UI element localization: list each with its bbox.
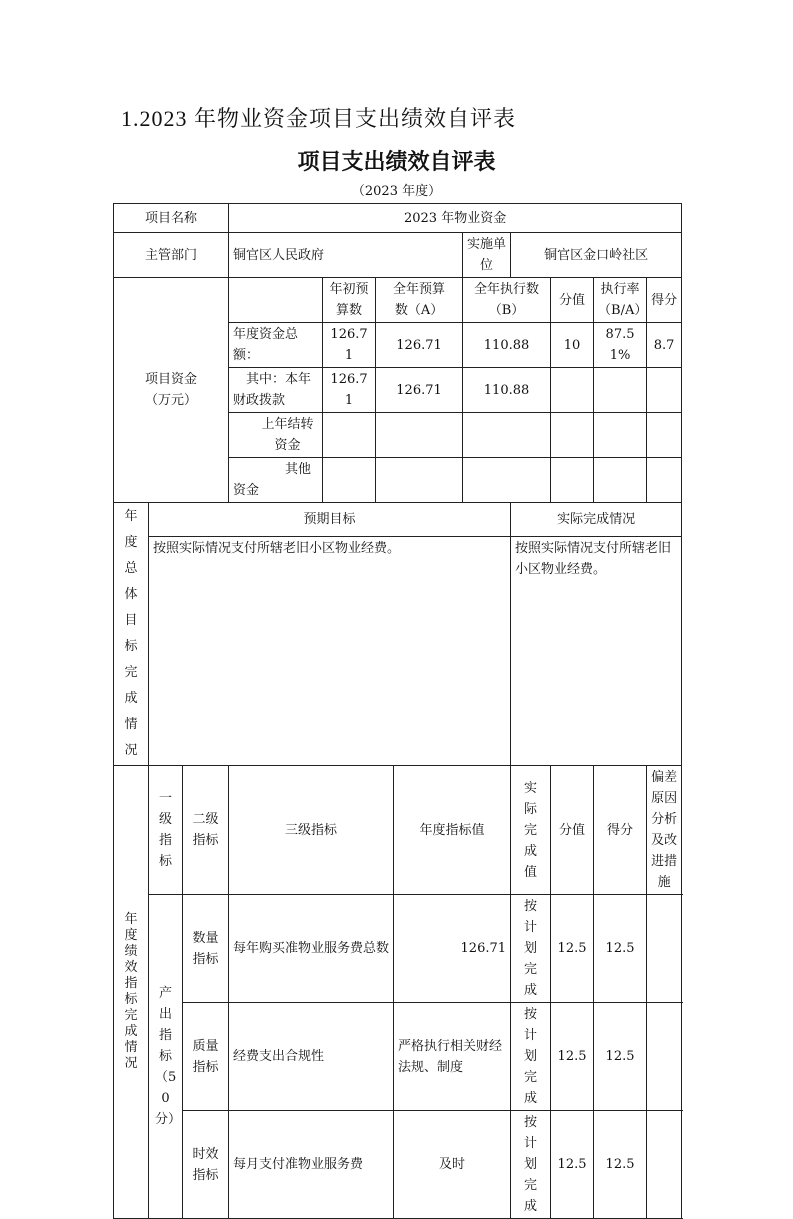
indicator-header: 一级指标 (158, 791, 172, 869)
annual-exec: 110.88 (463, 368, 551, 413)
funds-row-label: 其他资金 (229, 458, 323, 503)
year-subtitle: （2023 年度） (351, 184, 442, 199)
funds-header-blank (229, 278, 323, 323)
indicator-row (114, 1003, 682, 1111)
unit-label: 实施单位 (463, 233, 511, 278)
score: 8.7 (647, 323, 682, 368)
level2-indicator: 质量指标 (183, 1003, 229, 1111)
indicator-header: 三级指标 (229, 766, 394, 895)
indicator-header: 分值 (551, 766, 594, 895)
actual-value: 按计划完成 (511, 1111, 551, 1219)
annual-exec: 110.88 (463, 323, 551, 368)
funds-row-label: 上年结转资金 (229, 413, 323, 458)
score-value: 12.5 (551, 895, 594, 1003)
indicator-header: 二级指标 (183, 766, 229, 895)
level2-indicator: 数量指标 (183, 895, 229, 1003)
unit-value: 铜官区金口岭社区 (511, 233, 682, 278)
funds-header: 分值 (551, 278, 594, 323)
evaluation-table (113, 203, 682, 1219)
project-name: 2023 年物业资金 (229, 204, 682, 233)
level3-indicator: 每月支付准物业服务费 (229, 1111, 394, 1219)
dept-label: 主管部门 (114, 233, 229, 278)
target-value: 严格执行相关财经法规、制度 (394, 1003, 511, 1111)
section-heading: 1.2023 年物业资金项目支出绩效自评表 (121, 106, 517, 131)
target-value: 及时 (394, 1111, 511, 1219)
level3-indicator: 每年购买准物业服务费总数 (229, 895, 394, 1003)
funds-header: 年初预算数 (323, 278, 376, 323)
funds-header: 得分 (647, 278, 682, 323)
exec-rate: 87.51% (594, 323, 647, 368)
expected-header: 预期目标 (149, 503, 511, 537)
indicator-header: 实际完成值 (511, 766, 551, 895)
expected-goal: 按照实际情况支付所辖老旧小区物业经费。 (149, 537, 511, 766)
indicators-label: 年度绩效指标完成情况 (124, 912, 138, 1071)
score: 12.5 (594, 895, 647, 1003)
project-name-label: 项目名称 (114, 204, 229, 233)
dept-value: 铜官区人民政府 (229, 233, 463, 278)
funds-label: 项目资金（万元） (114, 278, 229, 503)
score-value: 10 (551, 323, 594, 368)
indicator-header: 得分 (594, 766, 647, 895)
actual-header: 实际完成情况 (511, 503, 682, 537)
actual-value: 按计划完成 (511, 895, 551, 1003)
actual-value: 按计划完成 (511, 1003, 551, 1111)
indicator-row (114, 895, 682, 1003)
indicator-header: 偏差原因分析及改进措施 (647, 766, 682, 895)
target-value: 126.71 (394, 895, 511, 1003)
goals-label: 年度总体目标完成情况 (124, 509, 138, 758)
funds-header: 全年预算数（A） (376, 278, 463, 323)
score: 12.5 (594, 1003, 647, 1111)
funds-header: 全年执行数（B） (463, 278, 551, 323)
annual-budget: 126.71 (376, 368, 463, 413)
initial-budget: 126.71 (323, 368, 376, 413)
annual-budget: 126.71 (376, 323, 463, 368)
indicator-header: 年度指标值 (394, 766, 511, 895)
indicator-row (114, 1111, 682, 1219)
funds-header: 执行率（B/A） (594, 278, 647, 323)
level2-indicator: 时效指标 (183, 1111, 229, 1219)
funds-row-label: 年度资金总额： (229, 323, 323, 368)
funds-row-label: 其中：本年财政拨款 (229, 368, 323, 413)
score-value: 12.5 (551, 1003, 594, 1111)
level3-indicator: 经费支出合规性 (229, 1003, 394, 1111)
actual-goal: 按照实际情况支付所辖老旧小区物业经费。 (511, 537, 682, 766)
level1-indicator: 产出指标（50分） (149, 895, 183, 1219)
initial-budget: 126.71 (323, 323, 376, 368)
score: 12.5 (594, 1111, 647, 1219)
page-title: 项目支出绩效自评表 (297, 150, 496, 175)
score-value: 12.5 (551, 1111, 594, 1219)
